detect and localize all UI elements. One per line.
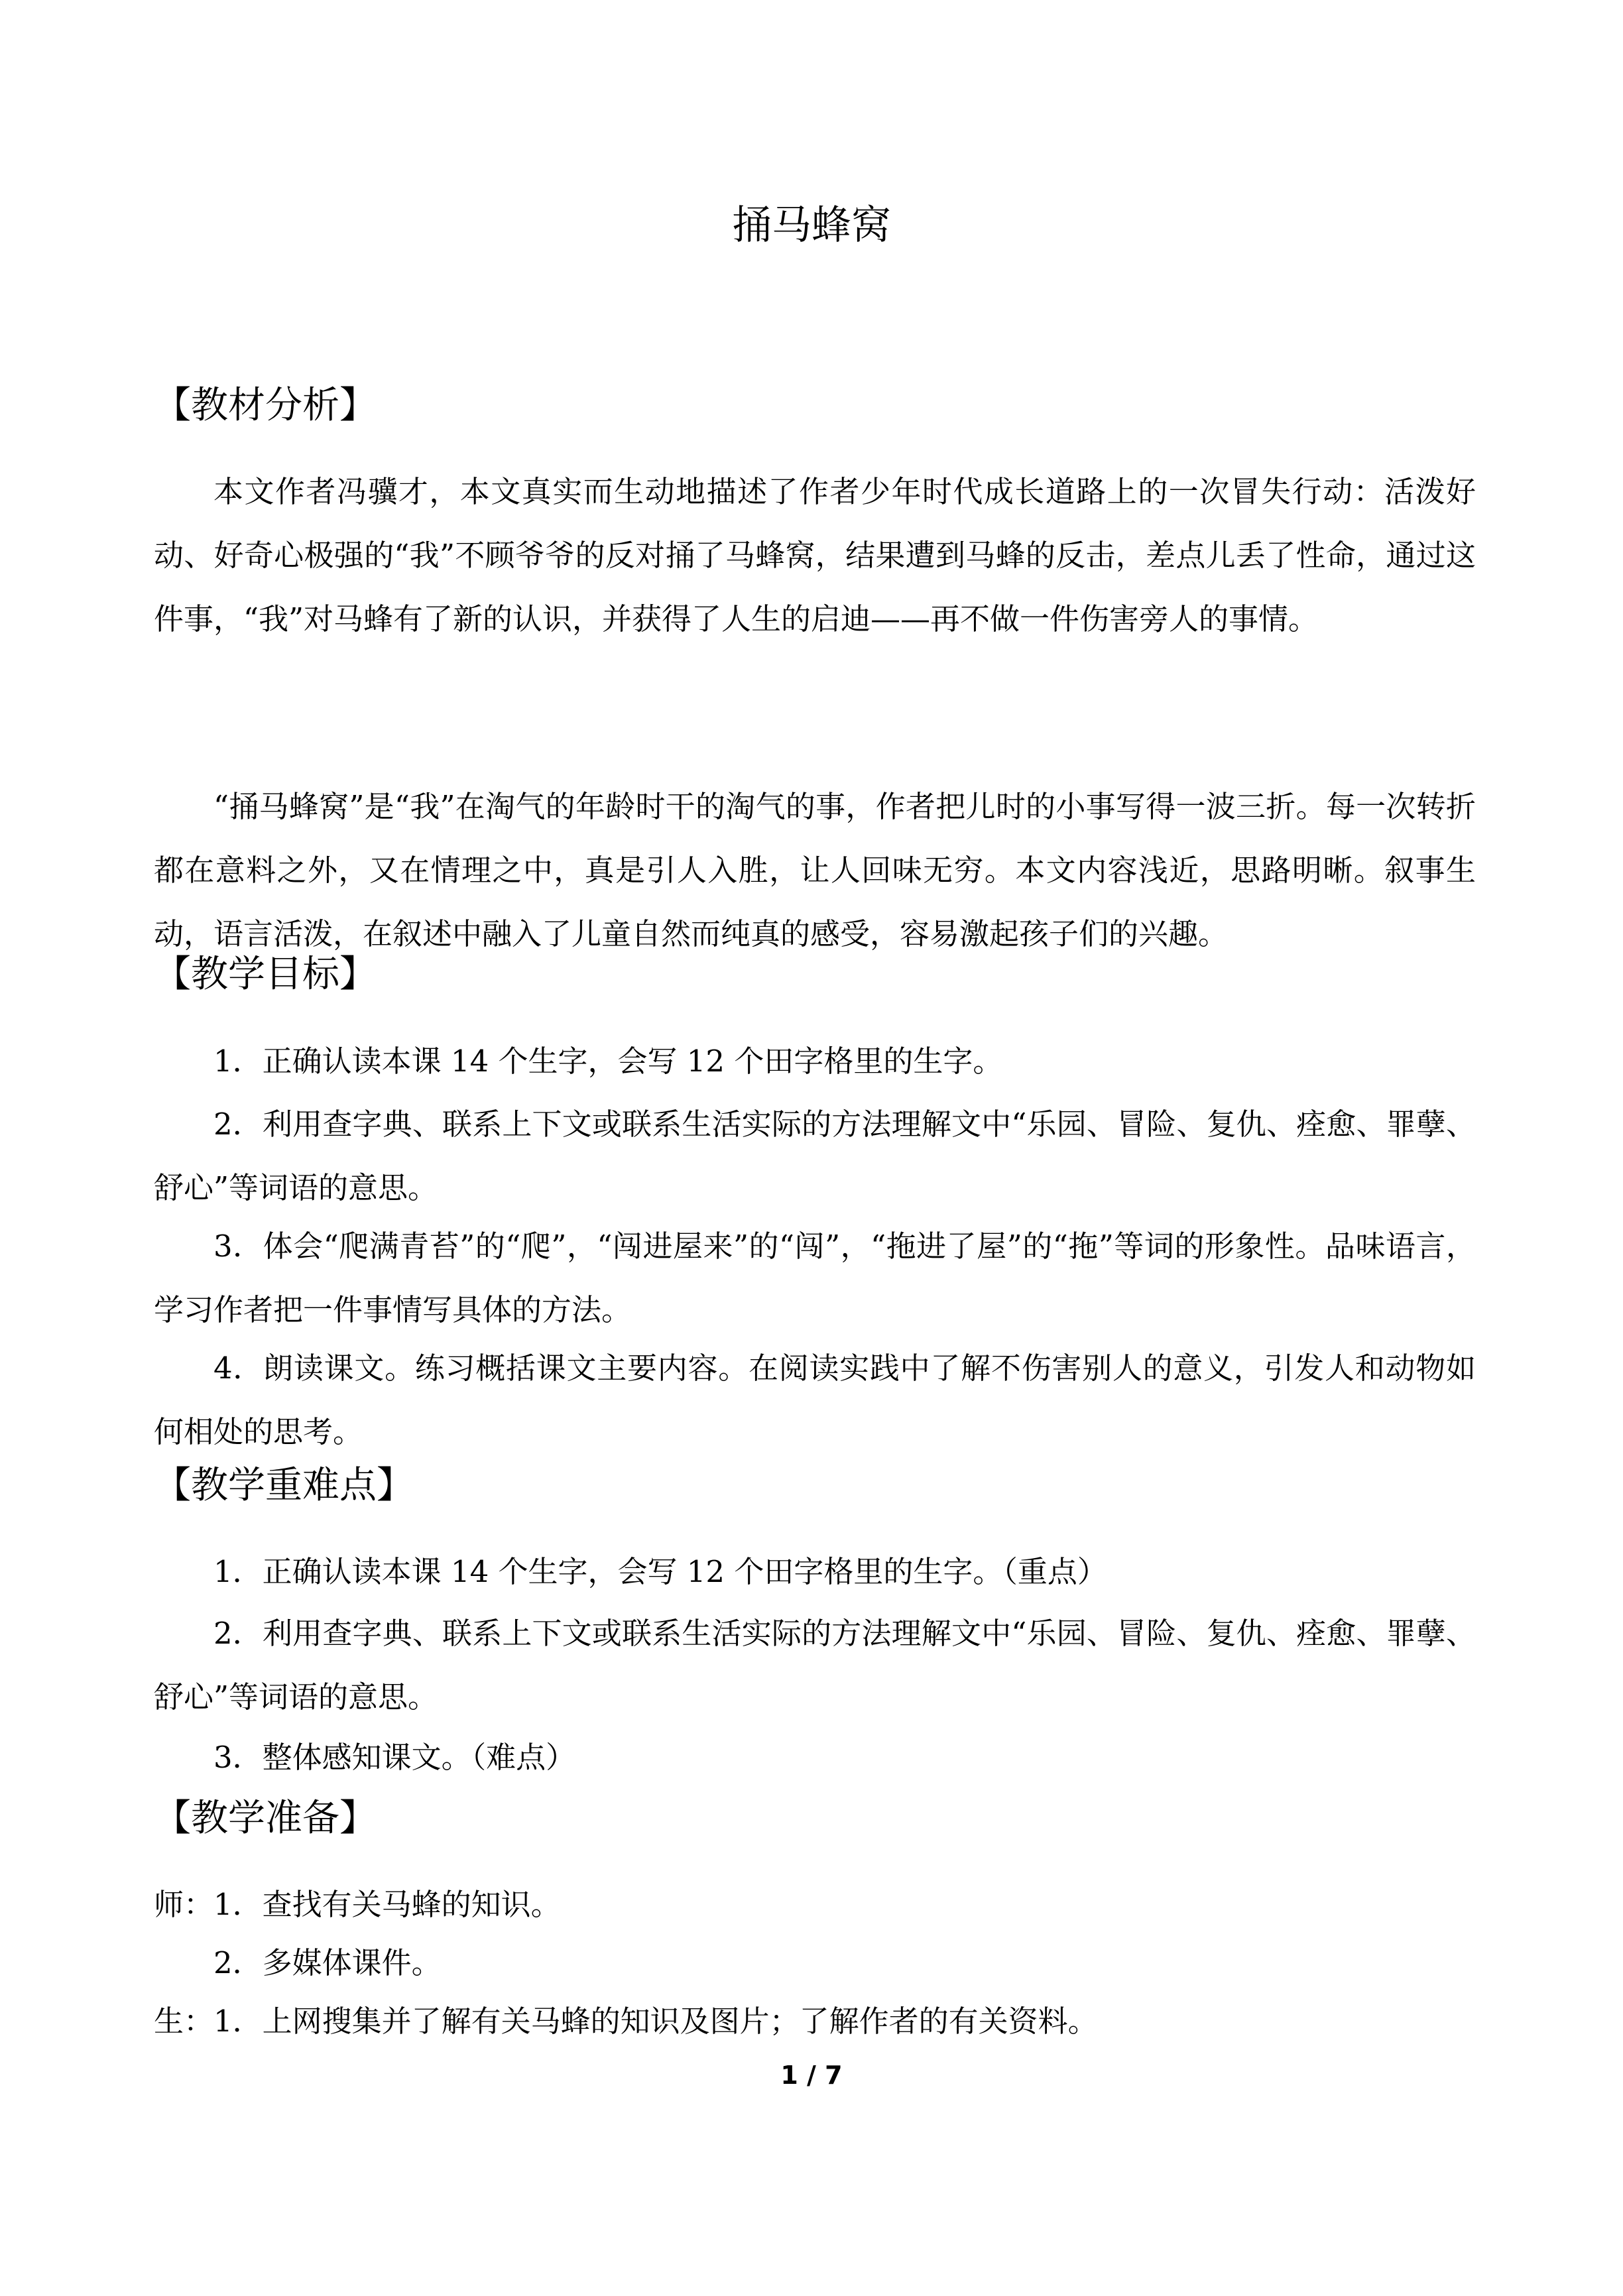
heading-objectives: 【教学目标】 <box>154 953 377 996</box>
key-point-item-2: 2．利用查字典、联系上下文或联系生活实际的方法理解文中“乐园、冒险、复仇、痊愈、罪孽、舒心”等词语的意思。 <box>154 1616 1476 1715</box>
objective-item-1: 1．正确认读本课 14 个生字，会写 12 个田字格里的生字。 <box>213 1044 1003 1079</box>
objective-item-2: 2．利用查字典、联系上下文或联系生活实际的方法理解文中“乐园、冒险、复仇、痊愈、罪孽、舒心”等词语的意思。 <box>154 1107 1476 1205</box>
heading-analysis: 【教材分析】 <box>154 384 377 427</box>
document-title: 捅马蜂窝 <box>732 202 891 249</box>
preparation-student-item-1: 生：1．上网搜集并了解有关马蜂的知识及图片；了解作者的有关资料。 <box>154 2004 1098 2039</box>
analysis-paragraph-1: 本文作者冯骥才，本文真实而生动地描述了作者少年时代成长道路上的一次冒失行动：活泼好动、好奇心极强的“我”不顾爷爷的反对捅了马蜂窝，结果遭到马蜂的反击，差点儿丢了性命，通过这件事，“我”对马蜂有了新的认识，并获得了人生的启迪——再不做一件伤害旁人的事情。 <box>154 474 1476 636</box>
analysis-paragraph-2: “捅马蜂窝”是“我”在淘气的年龄时干的淘气的事，作者把儿时的小事写得一波三折。每一次转折都在意料之外，又在情理之中，真是引人入胜，让人回味无穷。本文内容浅近，思路明晰。叙事生动，语言活泼，在叙述中融入了儿童自然而纯真的感受，容易激起孩子们的兴趣。 <box>154 789 1476 951</box>
key-point-item-3: 3．整体感知课文。（难点） <box>213 1740 576 1775</box>
objective-item-4: 4．朗读课文。练习概括课文主要内容。在阅读实践中了解不伤害别人的意义，引发人和动物如何相处的思考。 <box>154 1351 1476 1449</box>
heading-key-points: 【教学重难点】 <box>154 1464 414 1507</box>
preparation-teacher-item-2: 2．多媒体课件。 <box>213 1945 442 1980</box>
key-point-item-1: 1．正确认读本课 14 个生字，会写 12 个田字格里的生字。（重点） <box>213 1554 1107 1589</box>
objective-item-3: 3．体会“爬满青苔”的“爬”，“闯进屋来”的“闯”，“拖进了屋”的“拖”等词的形象性。品味语言，学习作者把一件事情写具体的方法。 <box>154 1229 1476 1327</box>
heading-preparation: 【教学准备】 <box>154 1797 377 1840</box>
preparation-teacher-item-1: 师：1．查找有关马蜂的知识。 <box>154 1887 561 1922</box>
page-number: 1 / 7 <box>780 2061 843 2090</box>
